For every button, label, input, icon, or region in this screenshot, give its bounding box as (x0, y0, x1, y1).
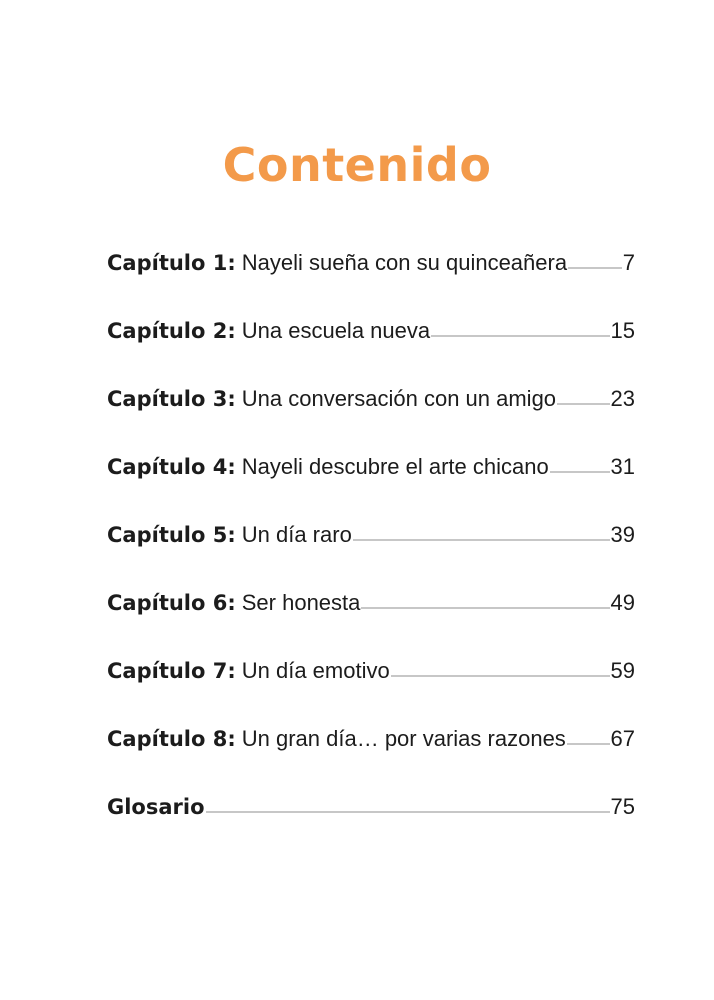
toc-entry-chapter-6[interactable] (107, 578, 635, 646)
dot-leader (206, 811, 610, 813)
toc-entry-chapter-1[interactable] (107, 238, 635, 306)
entry-page-number: 49 (610, 590, 635, 615)
dot-leader (567, 743, 610, 745)
entry-title: Ser honesta (241, 590, 361, 615)
dot-leader (391, 675, 610, 677)
entry-page-number: 67 (610, 726, 635, 751)
toc-entry-chapter-4[interactable] (107, 442, 635, 510)
entry-title: Nayeli sueña con su quinceañera (241, 250, 568, 275)
toc-entry-chapter-3[interactable] (107, 374, 635, 442)
entry-page-number: 39 (610, 522, 635, 547)
entry-title: Un gran día… por varias razones (241, 726, 566, 751)
toc-entry-chapter-8[interactable] (107, 714, 635, 782)
entry-label: Capítulo 5: (107, 523, 236, 547)
entry-title: Un día raro (241, 522, 352, 547)
entry-label: Capítulo 3: (107, 387, 236, 411)
dot-leader (431, 335, 609, 337)
page-title: Contenido (222, 137, 492, 192)
entry-page-number: 23 (610, 386, 635, 411)
entry-title: Un día emotivo (241, 658, 390, 683)
dot-leader (568, 267, 622, 269)
toc-entry-chapter-7[interactable] (107, 646, 635, 714)
toc-entry-chapter-5[interactable] (107, 510, 635, 578)
table-of-contents (107, 238, 635, 850)
entry-title: Nayeli descubre el arte chicano (241, 454, 549, 479)
dot-leader (550, 471, 610, 473)
entry-label: Capítulo 6: (107, 591, 236, 615)
dot-leader (353, 539, 610, 541)
entry-label: Capítulo 8: (107, 727, 236, 751)
entry-label: Capítulo 4: (107, 455, 236, 479)
entry-page-number: 7 (622, 250, 635, 275)
entry-label: Capítulo 1: (107, 251, 236, 275)
dot-leader (557, 403, 609, 405)
entry-title: Una escuela nueva (241, 318, 431, 343)
toc-entry-chapter-2[interactable] (107, 306, 635, 374)
entry-label: Glosario (107, 795, 205, 819)
entry-page-number: 15 (610, 318, 635, 343)
dot-leader (361, 607, 609, 609)
entry-page-number: 75 (610, 794, 635, 819)
entry-title: Una conversación con un amigo (241, 386, 557, 411)
entry-page-number: 59 (610, 658, 635, 683)
toc-entry-glossary[interactable] (107, 782, 635, 850)
entry-page-number: 31 (610, 454, 635, 479)
entry-label: Capítulo 7: (107, 659, 236, 683)
entry-label: Capítulo 2: (107, 319, 236, 343)
